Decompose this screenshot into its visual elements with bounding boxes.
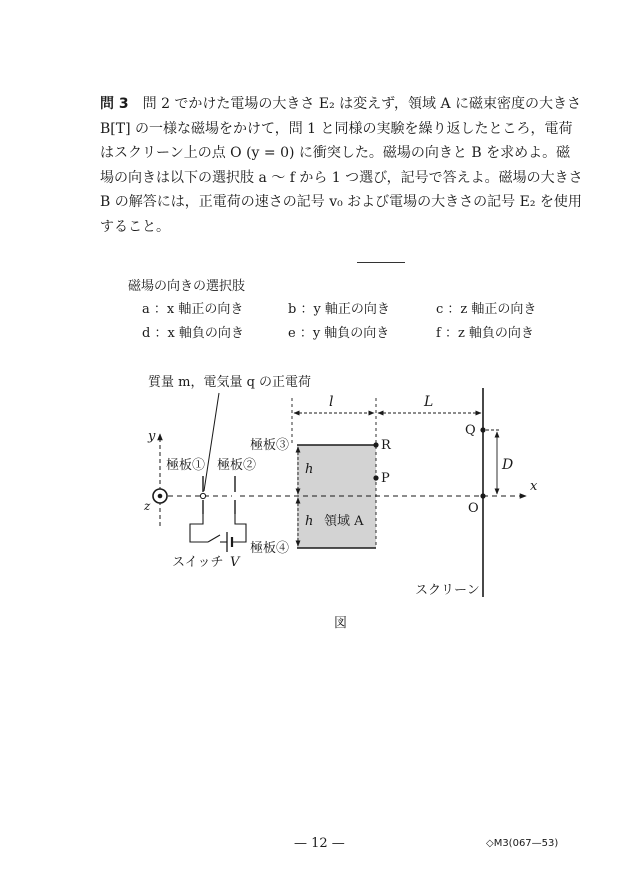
option-b: b ：y 軸正の向き: [288, 302, 390, 317]
z-axis-label: z: [144, 499, 151, 513]
question-text: すること。: [100, 218, 170, 235]
circuit-wire-right: [232, 514, 246, 542]
plate-4-label: 極板④: [250, 541, 290, 556]
switch-lever: [208, 535, 220, 542]
question-text: 場の向きは以下の選択肢 a ～ f から 1 つ選び，記号で答えよ。磁場の大きさ: [100, 169, 583, 186]
plate-2-hole: [232, 492, 238, 500]
voltage-label: V: [230, 555, 240, 570]
switch-label: スイッチ: [172, 555, 224, 570]
question-text: B[T] の一様な磁場をかけて，問 1 と同様の実験を繰り返したところ，電荷: [100, 120, 573, 137]
point-o-dot: [480, 493, 485, 498]
point-q-dot: [480, 427, 485, 432]
plate-3-label: 極板③: [250, 438, 290, 453]
charge-label: 質量 m，電気量 q の正電荷: [148, 375, 312, 390]
point-r-label: R: [381, 438, 391, 453]
point-o-label: O: [468, 501, 479, 516]
label-l: l: [329, 394, 334, 410]
option-c: c ：z 軸正の向き: [436, 302, 537, 317]
plate-1-label: 極板①: [166, 458, 206, 473]
options-title: 磁場の向きの選択肢: [128, 279, 246, 294]
screen-label: スクリーン: [415, 583, 480, 598]
region-a-label: 領域 A: [324, 514, 364, 529]
region-a-shade: [297, 445, 376, 548]
page-number: — 12 —: [294, 836, 345, 851]
circuit-wire-left: [190, 514, 208, 542]
figure-caption: 図: [334, 616, 348, 631]
option-d: d ：x 軸負の向き: [142, 326, 244, 341]
label-h-upper: h: [305, 462, 314, 477]
plate-2-label: 極板②: [217, 458, 257, 473]
point-r-dot: [373, 442, 378, 447]
option-e: e ：y 軸負の向き: [288, 326, 390, 341]
option-a: a ：x 軸正の向き: [142, 302, 244, 317]
label-h-lower: h: [305, 514, 314, 529]
exam-code: ◇M3(067—53): [486, 838, 559, 849]
point-p-label: P: [381, 471, 390, 486]
z-axis-dot: [158, 494, 163, 499]
option-f: f ：z 軸負の向き: [436, 326, 534, 341]
question-text: B の解答には，正電荷の速さの記号 v₀ および電場の大きさの記号 E₂ を使用: [100, 194, 582, 210]
question-number: 問 3: [100, 96, 129, 112]
charge-pointer: [204, 393, 219, 491]
question-text: はスクリーン上の点 O (y = 0) に衝突した。磁場の向きと B を求めよ。磁: [100, 145, 571, 161]
question-text: 問 2 でかけた電場の大きさ E₂ は変えず，領域 A に磁束密度の大きさ: [128, 96, 582, 112]
point-q-label: Q: [465, 423, 476, 438]
label-L: L: [424, 394, 434, 410]
point-p-dot: [373, 475, 378, 480]
x-axis-label: x: [530, 479, 538, 494]
y-axis-label: y: [148, 429, 156, 444]
label-D: D: [502, 457, 514, 473]
positive-charge: [200, 493, 205, 498]
